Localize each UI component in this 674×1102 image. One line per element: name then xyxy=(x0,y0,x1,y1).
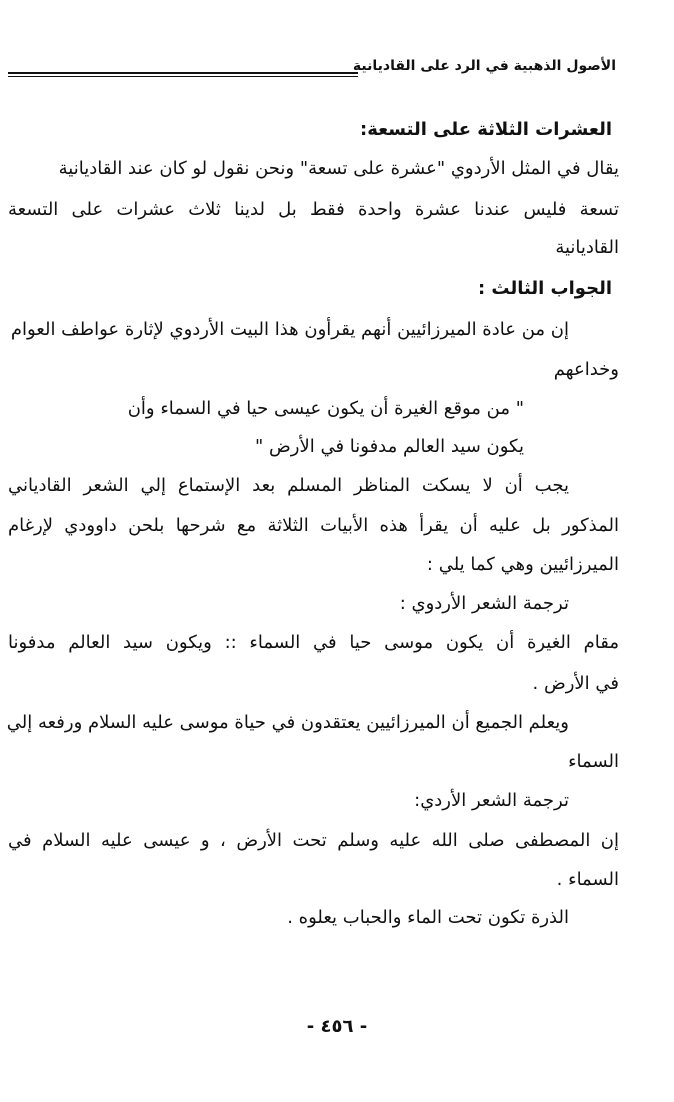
paragraph-4-line-1: ويعلم الجميع أن الميرزائيين يعتقدون في حياة موسى عليه السلام ورفعه إلي xyxy=(6,712,569,733)
section-heading-third-answer: الجواب الثالث : xyxy=(477,278,612,299)
paragraph-1-line-1: يقال في المثل الأردوي "عشرة على تسعة" ونحن نقول لو كان عند القاديانية xyxy=(58,158,619,179)
translation-3-line-1: الذرة تكون تحت الماء والحباب يعلوه . xyxy=(287,907,569,928)
running-header-title: الأصول الذهبية في الرد على القاديانية xyxy=(352,58,616,74)
paragraph-2-line-2: وخداعهم xyxy=(553,359,619,380)
paragraph-4-line-2: السماء xyxy=(568,751,619,772)
paragraph-3-line-1: يجب أن لا يسكت المناظر المسلم بعد الإستماع إلي الشعر القادياني xyxy=(8,475,569,496)
header-rule-thin xyxy=(8,76,358,77)
paragraph-1-line-2: تسعة فليس عندنا عشرة واحدة فقط بل لدينا ثلاث عشرات على التسعة xyxy=(8,199,619,220)
translation-1-line-1: مقام الغيرة أن يكون موسى حيا في السماء :: ويكون سيد العالم مدفونا xyxy=(8,632,619,653)
verse-line-1: " من موقع الغيرة أن يكون عيسى حيا في السماء وأن xyxy=(127,398,524,419)
section-heading-three-tens: العشرات الثلاثة على التسعة: xyxy=(360,119,612,140)
page-number: - ٤٥٦ - xyxy=(306,1016,368,1037)
verse-line-2: يكون سيد العالم مدفونا في الأرض " xyxy=(255,436,524,457)
paragraph-3-line-2: المذكور بل عليه أن يقرأ هذه الأبيات الثلاثة مع شرحها بلحن داوودي لإرغام xyxy=(8,515,619,536)
translation-heading-1: ترجمة الشعر الأردوي : xyxy=(399,593,569,614)
header-rule-thick xyxy=(8,72,358,74)
paragraph-1-line-3: القاديانية xyxy=(555,237,619,258)
translation-1-line-2: في الأرض . xyxy=(532,673,619,694)
translation-2-line-2: السماء . xyxy=(556,869,619,890)
paragraph-3-line-3: الميرزائيين وهي كما يلي : xyxy=(426,554,619,575)
paragraph-2-line-1: إن من عادة الميرزائيين أنهم يقرأون هذا البيت الأردوي لإثارة عواطف العوام xyxy=(10,319,569,340)
translation-2-line-1: إن المصطفى صلى الله عليه وسلم تحت الأرض ، و عيسى عليه السلام في xyxy=(8,830,619,851)
translation-heading-2: ترجمة الشعر الأردي: xyxy=(414,790,569,811)
